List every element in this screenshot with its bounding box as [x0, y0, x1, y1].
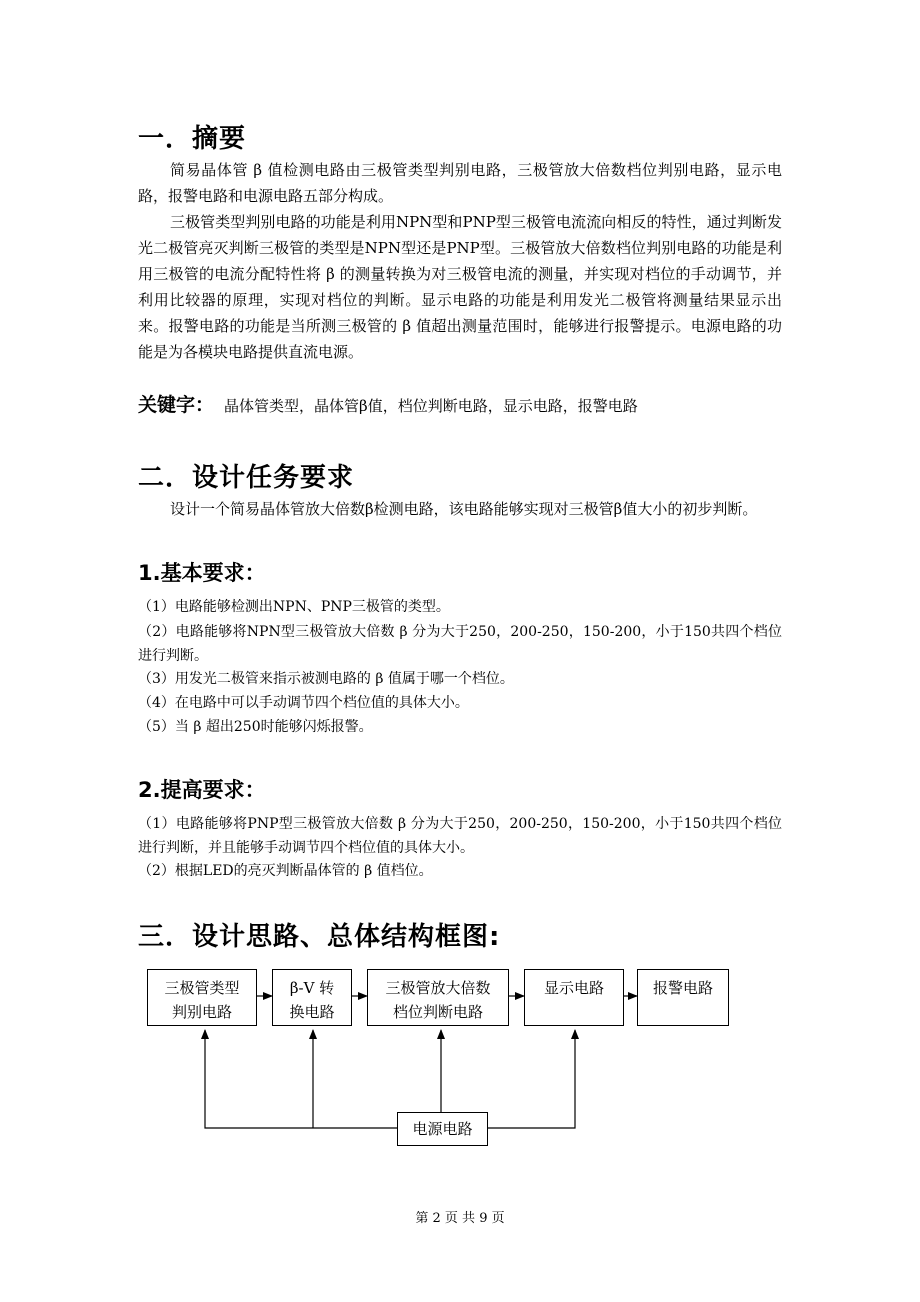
basic-item-2: （2）电路能够将NPN型三极管放大倍数 β 分为大于250，200-250，150-200，小于150共四个档位进行判断。 [138, 624, 782, 664]
block-power-label: 电源电路 [412, 1120, 473, 1138]
block-alarm-line1: 报警电路 [652, 979, 713, 997]
advanced-item-1: （1）电路能够将PNP型三极管放大倍数 β 分为大于250，200-250，150-200，小于150共四个档位进行判断，并且能够手动调节四个档位值的具体大小。 [138, 816, 782, 856]
keywords-label: 关键字： [138, 394, 215, 416]
basic-item-3: （3）用发光二极管来指示被测电路的 β 值属于哪一个档位。 [138, 671, 514, 687]
basic-item-1: （1）电路能够检测出NPN、PNP三极管的类型。 [138, 599, 450, 615]
block-gear-judge-line2: 档位判断电路 [392, 1003, 483, 1021]
basic-item-5: （5）当 β 超出250时能够闪烁报警。 [138, 719, 373, 735]
advanced-requirements-title: 2.提高要求： [138, 778, 266, 802]
block-beta-v-convert-line2: 换电路 [289, 1003, 335, 1021]
abstract-paragraph-2: 三极管类型判别电路的功能是利用NPN型和PNP型三极管电流流向相反的特性，通过判断发光二极管亮灭判断三极管的类型是NPN型还是PNP型。三极管放大倍数档位判别电路的功能是利用三极管的电流分配特性将 β 的测量转换为对三极管电流的测量，并实现对档位的手动调节，并利用比较器的原理，实现对档位的判断。显示电路的功能是利用发光二极管将测量结果显示出来。报警电路的功能是当所测三极管的 β 值超出测量范围时，能够进行报警提示。电源电路的功能是为各模块电路提供直流电源。 [138, 213, 782, 361]
block-beta-v-convert [272, 969, 352, 1026]
block-display-line1: 显示电路 [543, 979, 604, 997]
keywords-text: 晶体管类型，晶体管β值，档位判断电路，显示电路，报警电路 [224, 397, 638, 415]
abstract-paragraph-1: 简易晶体管 β 值检测电路由三极管类型判别电路，三极管放大倍数档位判别电路，显示电路，报警电路和电源电路五部分构成。 [138, 161, 782, 205]
block-gear-judge [367, 969, 509, 1026]
block-transistor-type [147, 969, 257, 1026]
section-title-design: 三．设计思路、总体结构框图: [138, 922, 501, 952]
page-footer: 第 2 页 共 9 页 [415, 1211, 505, 1226]
block-gear-judge-line1: 三极管放大倍数 [385, 979, 491, 997]
advanced-item-2: （2）根据LED的亮灭判断晶体管的 β 值档位。 [138, 863, 433, 879]
block-transistor-type-line2: 判别电路 [171, 1003, 232, 1021]
block-display [524, 969, 624, 1026]
basic-requirements-title: 1.基本要求： [138, 561, 266, 585]
block-beta-v-convert-line1: β-V 转 [289, 979, 335, 997]
section-title-abstract: 一．摘要 [138, 124, 247, 154]
power-line-to-display [488, 1030, 575, 1128]
power-line-to-type [205, 1030, 397, 1128]
block-power [397, 1112, 488, 1146]
block-alarm [637, 969, 729, 1026]
section-title-task: 二．设计任务要求 [138, 463, 355, 493]
task-paragraph: 设计一个简易晶体管放大倍数β检测电路，该电路能够实现对三极管β值大小的初步判断。 [170, 500, 758, 518]
basic-item-4: （4）在电路中可以手动调节四个档位值的具体大小。 [138, 695, 469, 711]
block-transistor-type-line1: 三极管类型 [164, 979, 240, 997]
